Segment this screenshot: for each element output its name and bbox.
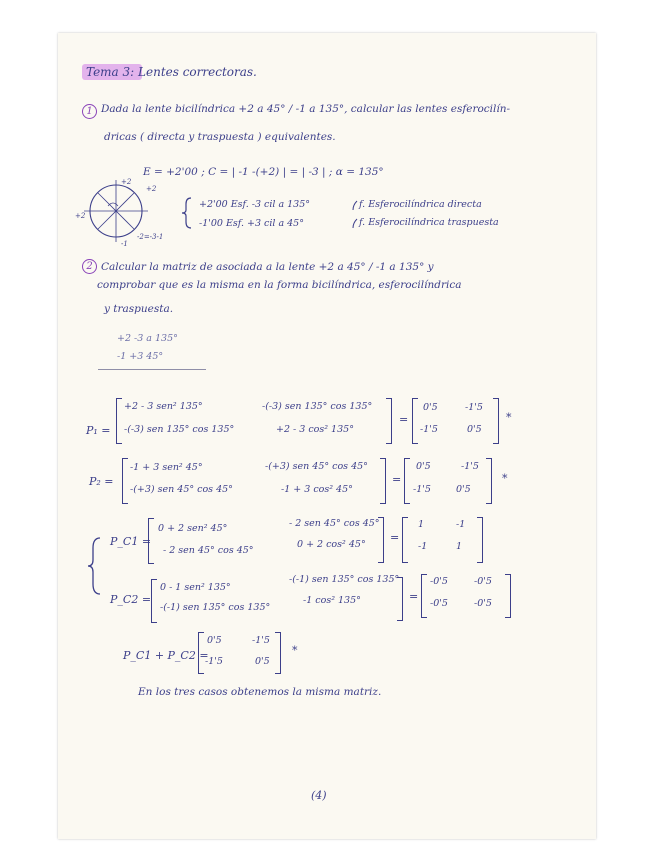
pc2-m11: 0 - 1 sen² 135° (160, 582, 231, 593)
pc1-result-bracket-right (477, 517, 483, 563)
p2-bracket-right (380, 458, 386, 504)
p1-equals: = (399, 413, 409, 426)
ex1-solution-direct: +2'00 Esf. -3 cil a 135° (199, 199, 311, 210)
p2-equals: = (392, 473, 402, 486)
psum-star: * (292, 644, 298, 657)
p1-r21: -1'5 (420, 424, 438, 435)
psum-bracket-right (275, 632, 281, 674)
pc2-r21: -0'5 (430, 598, 448, 609)
p2-m12: -(+3) sen 45° cos 45° (265, 461, 368, 472)
ex2-aux-line2: -1 +3 45° (117, 351, 164, 362)
p1-result-bracket-right (493, 398, 499, 444)
exercise-2-number: 2 (82, 259, 97, 274)
p2-label: P₂ = (89, 475, 114, 488)
ex2-aux-line1: +2 -3 a 135° (117, 333, 178, 344)
psum-bracket-left (198, 632, 204, 674)
pc1-r11: 1 (418, 519, 425, 530)
psum-r11: 0'5 (207, 635, 222, 646)
p1-r12: -1'5 (465, 402, 483, 413)
pc1-result-bracket-left (402, 517, 408, 563)
p1-m22: +2 - 3 cos² 135° (276, 424, 354, 435)
pc1-r21: -1 (418, 541, 428, 552)
ex2-statement-line2: comprobar que es la misma en la forma bicilíndrica, esferocilíndrica (97, 279, 462, 291)
pc1-equals: = (390, 531, 400, 544)
pc1-r22: 1 (456, 541, 463, 552)
p2-r21: -1'5 (413, 484, 431, 495)
p1-bracket-left (116, 398, 122, 444)
ex2-statement-line1: Calcular la matriz de asociada a la lente +2 a 45° / -1 a 135° y (101, 261, 434, 273)
pc2-result-bracket-left (421, 574, 427, 618)
pc2-bracket-right (397, 577, 403, 621)
page-number: (4) (311, 789, 327, 802)
psum-r12: -1'5 (252, 635, 270, 646)
ex1-formula: E = +2'00 ; C = | -1 -(+2) | = | -3 | ; α = 135° (143, 166, 384, 178)
diagram-label-bottom: -1 (121, 240, 128, 248)
pc1-m21: - 2 sen 45° cos 45° (163, 545, 254, 556)
pc2-r22: -0'5 (474, 598, 492, 609)
pc2-bracket-left (151, 579, 157, 623)
p2-star: * (502, 472, 508, 485)
p1-result-bracket-left (412, 398, 418, 444)
psum-label: P_C1 + P_C2 = (123, 649, 209, 662)
pc2-equals: = (409, 590, 419, 603)
p2-result-bracket-left (404, 458, 410, 504)
pc2-r12: -0'5 (474, 576, 492, 587)
p2-r22: 0'5 (456, 484, 471, 495)
diagram-label-bottom-right: -2=-3-1 (137, 233, 164, 241)
p1-bracket-right (386, 398, 392, 444)
pc2-m21: -(-1) sen 135° cos 135° (160, 602, 271, 613)
p2-m11: -1 + 3 sen² 45° (130, 462, 203, 473)
title-tema: Tema 3 (86, 65, 131, 79)
p2-result-bracket-right (486, 458, 492, 504)
pc2-r11: -0'5 (430, 576, 448, 587)
aux-underline (98, 369, 206, 370)
pc1-bracket-left (148, 518, 154, 564)
title-rest: : Lentes correctoras. (130, 65, 257, 79)
pc1-m12: - 2 sen 45° cos 45° (289, 518, 380, 529)
p1-m12: -(-3) sen 135° cos 135° (262, 401, 373, 412)
ex1-label-transposed: f. Esferocilíndrica traspuesta (359, 217, 499, 228)
p2-m22: -1 + 3 cos² 45° (281, 484, 353, 495)
ex1-solution-transposed: -1'00 Esf. +3 cil a 45° (199, 218, 304, 229)
p1-m11: +2 - 3 sen² 135° (124, 401, 203, 412)
ex2-statement-line3: y traspuesta. (104, 303, 174, 315)
p1-label: P₁ = (86, 424, 111, 437)
pc2-m22: -1 cos² 135° (303, 595, 361, 606)
ex1-statement-line2: dricas ( directa y traspuesta ) equivalentes. (104, 131, 336, 143)
pc2-label: P_C2 = (110, 593, 152, 606)
pc2-m12: -(-1) sen 135° cos 135° (289, 574, 400, 585)
conclusion: En los tres casos obtenemos la misma matriz. (138, 686, 382, 698)
psum-r21: -1'5 (205, 656, 223, 667)
p2-r11: 0'5 (416, 461, 431, 472)
p2-m21: -(+3) sen 45° cos 45° (130, 484, 233, 495)
p1-r22: 0'5 (467, 424, 482, 435)
ex1-label-direct: f. Esferocilíndrica directa (359, 199, 482, 210)
diagram-label-left: +2 (75, 212, 86, 220)
p2-bracket-left (122, 458, 128, 504)
pc1-m22: 0 + 2 cos² 45° (297, 539, 366, 550)
p1-m21: -(-3) sen 135° cos 135° (124, 424, 235, 435)
ex1-statement-line1: Dada la lente bicilíndrica +2 a 45° / -1 a 135°, calcular las lentes esferocilín- (101, 103, 511, 115)
pc1-r12: -1 (456, 519, 466, 530)
diagram-label-top-right: +2 (146, 185, 157, 193)
exercise-1-number: 1 (82, 104, 97, 119)
p1-star: * (506, 411, 512, 424)
p1-r11: 0'5 (423, 402, 438, 413)
pc2-result-bracket-right (505, 574, 511, 618)
psum-r22: 0'5 (255, 656, 270, 667)
diagram-label-top: +2 (121, 178, 132, 186)
pc1-label: P_C1 = (110, 535, 152, 548)
pc1-bracket-right (378, 517, 384, 563)
p2-r12: -1'5 (461, 461, 479, 472)
pc1-m11: 0 + 2 sen² 45° (158, 523, 228, 534)
